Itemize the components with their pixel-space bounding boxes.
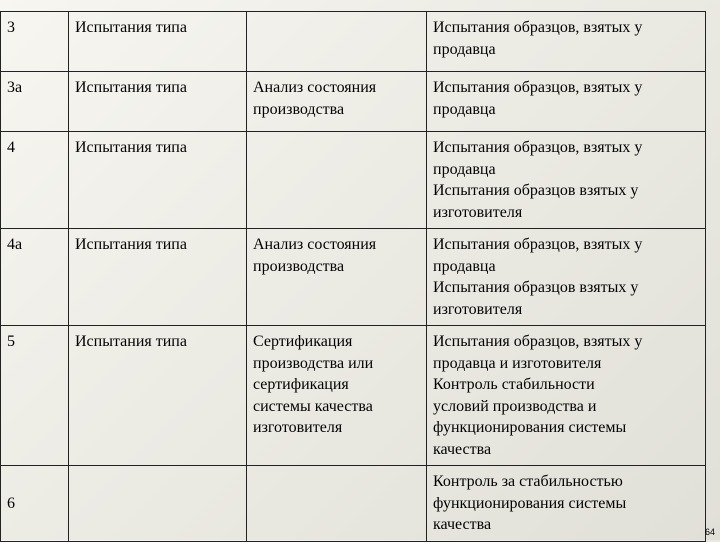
table-row xyxy=(1,12,706,72)
table-row xyxy=(1,326,706,466)
page-number: 64 xyxy=(704,527,715,537)
scheme-number-cell: 4а xyxy=(1,229,69,326)
inspection-cell: Испытания образцов, взятых у продавца xyxy=(427,72,706,132)
table-row xyxy=(1,466,706,542)
scheme-number-cell: 3 xyxy=(1,12,69,72)
inspection-cell: Испытания образцов, взятых у продавца xyxy=(427,12,706,72)
scheme-number-cell: 3а xyxy=(1,72,69,132)
type-test-cell: Испытания типа xyxy=(69,229,247,326)
scheme-number-cell: 6 xyxy=(1,466,69,542)
inspection-cell: Испытания образцов, взятых у продавца Испытания образцов взятых у изготовителя xyxy=(427,229,706,326)
inspection-cell: Испытания образцов, взятых у продавца Испытания образцов взятых у изготовителя xyxy=(427,132,706,229)
production-cell: Сертификация производства или сертификация системы качества изготовителя xyxy=(247,326,427,466)
table-row xyxy=(1,72,706,132)
type-test-cell: Испытания типа xyxy=(69,72,247,132)
scheme-number-cell: 4 xyxy=(1,132,69,229)
scheme-number-cell: 5 xyxy=(1,326,69,466)
certification-schemes-table xyxy=(0,11,706,542)
inspection-cell: Испытания образцов, взятых у продавца и изготовителя Контроль стабильности условий производства и функционирования системы качества xyxy=(427,326,706,466)
type-test-cell: Испытания типа xyxy=(69,12,247,72)
type-test-cell xyxy=(69,466,247,542)
table-row xyxy=(1,229,706,326)
type-test-cell: Испытания типа xyxy=(69,326,247,466)
production-cell: Анализ состояния производства xyxy=(247,229,427,326)
table-row xyxy=(1,132,706,229)
production-cell xyxy=(247,466,427,542)
production-cell xyxy=(247,12,427,72)
production-cell xyxy=(247,132,427,229)
production-cell: Анализ состояния производства xyxy=(247,72,427,132)
type-test-cell: Испытания типа xyxy=(69,132,247,229)
inspection-cell: Контроль за стабильностью функционирования системы качества xyxy=(427,466,706,542)
